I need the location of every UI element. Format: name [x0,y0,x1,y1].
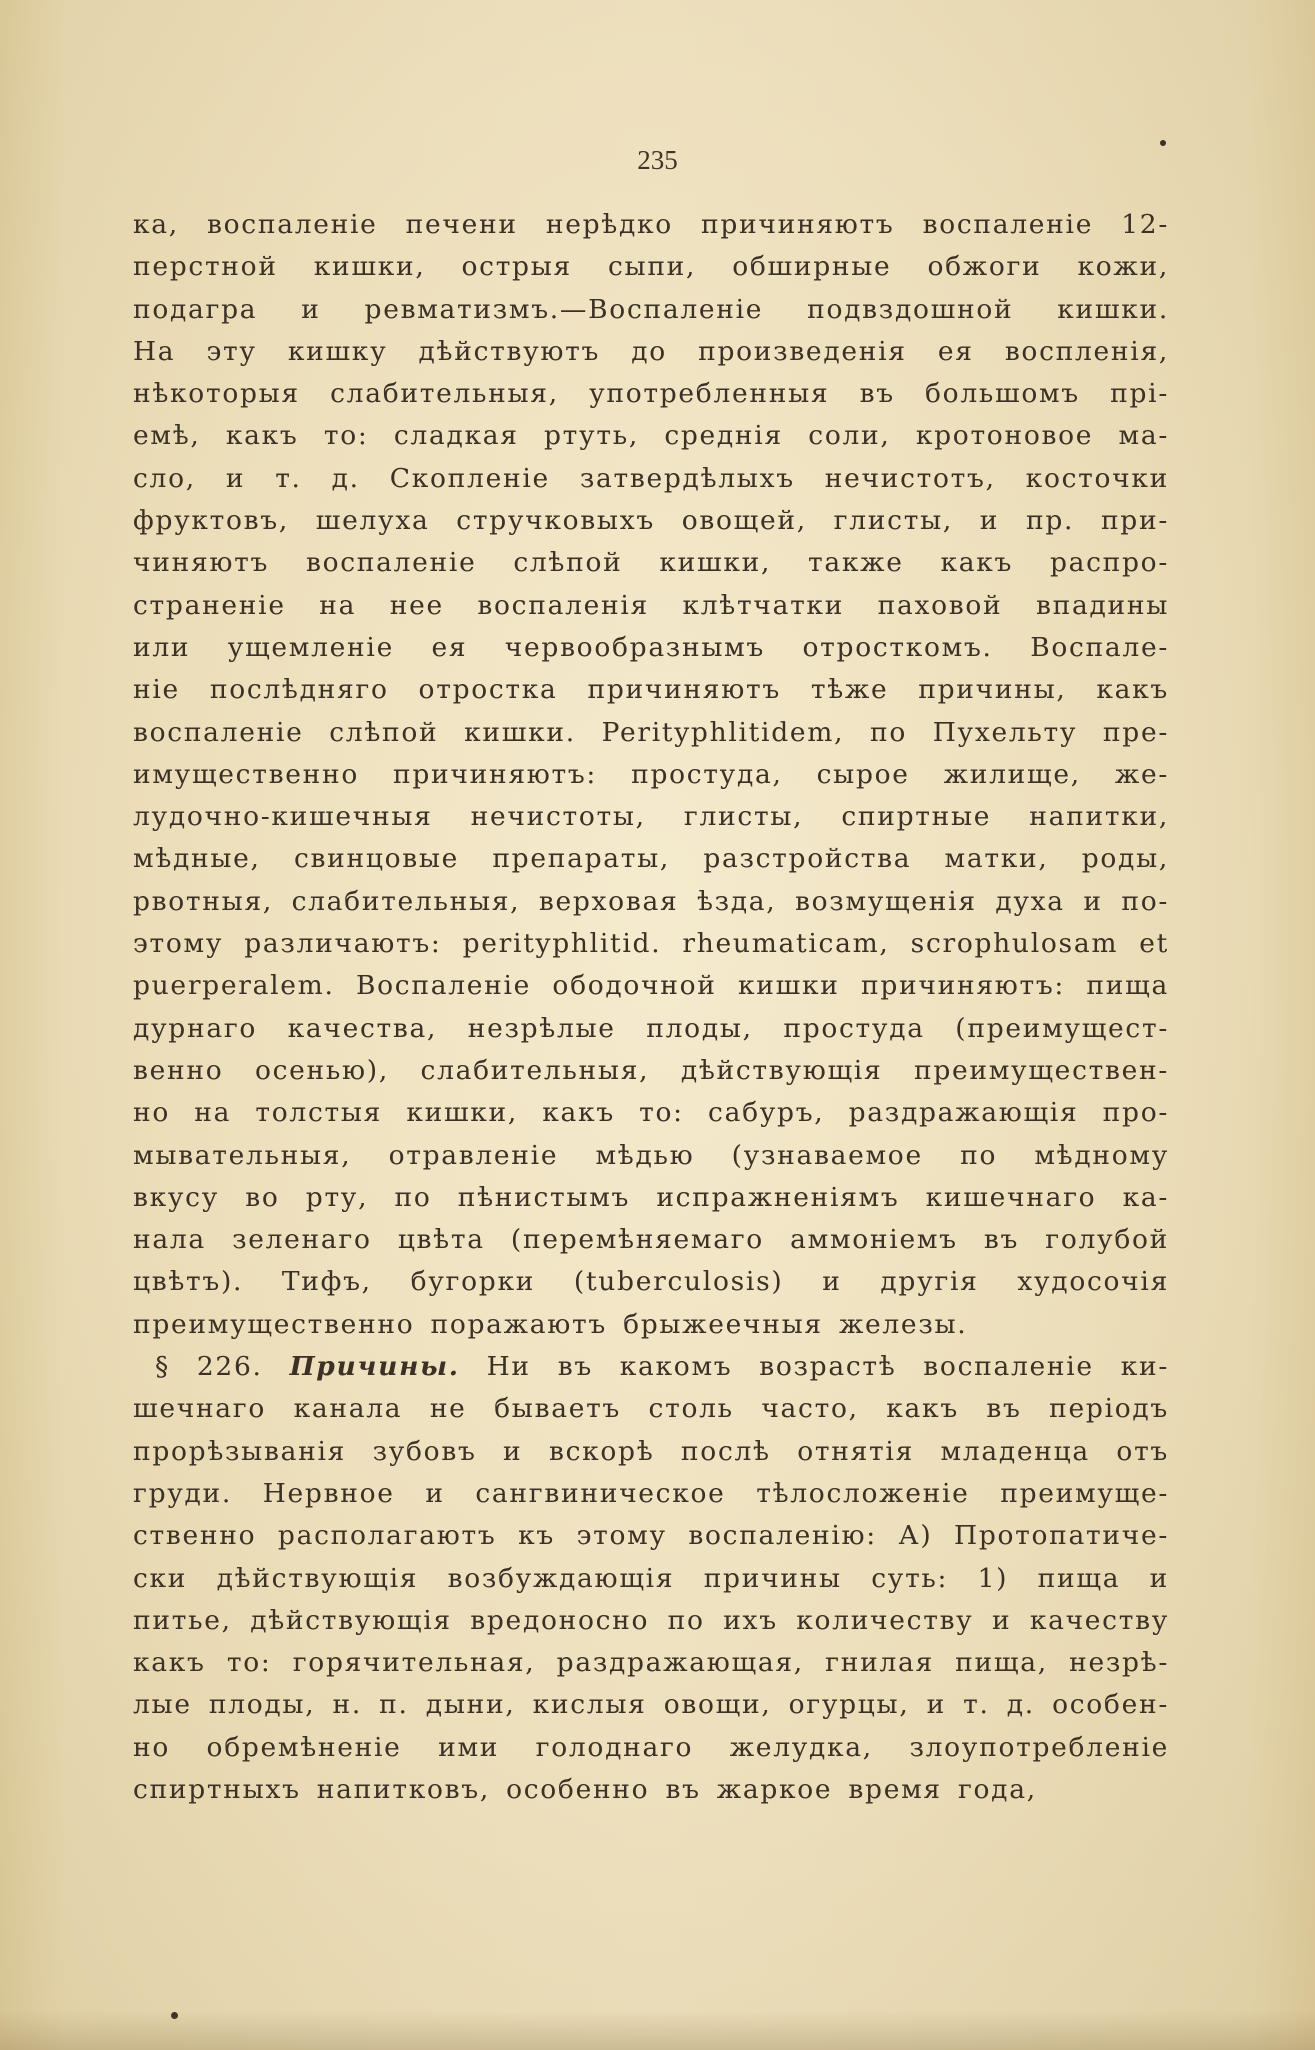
section-body-lines [133,1388,1169,1811]
text-line: вкусу во рту, по пѣнистымъ испражненіямъ кишечнаго ка- [133,1181,1169,1213]
text-line: лудочно-кишечныя нечистоты, глисты, спиртные напитки, [133,801,1169,833]
text-line: преимущественно поражаютъ брыжеечныя железы. [133,1308,968,1340]
section-first-line [133,1346,1169,1388]
text-line: питье, дѣйствующія вредоносно по ихъ количеству и качеству [133,1604,1169,1636]
text-line: подагра и ревматизмъ.—Воспаленіе подвздошной кишки. [133,293,1169,325]
section-heading: Причины. [289,1351,460,1383]
text-line: дурнаго качества, незрѣлые плоды, простуда (преимущест- [133,1012,1169,1044]
text-line: шечнаго канала не бываетъ столь часто, какъ въ періодъ [133,1393,1169,1425]
section-number: § 226. [155,1351,263,1383]
text-line: рвотныя, слабительныя, верховая ѣзда, возмущенія духа и по- [133,885,1169,917]
text-line: венно осенью), слабительныя, дѣйствующія преимуществен- [133,1054,1169,1086]
text-line: нала зеленаго цвѣта (перемѣняемаго аммоніемъ въ голубой [133,1224,1169,1256]
text-line: На эту кишку дѣйствуютъ до произведенія ея воспленія, [133,335,1169,367]
text-line: но обремѣненіе ими голоднаго желудка, злоупотребленіе [133,1731,1169,1763]
section-first-line-text: Ни въ какомъ возрастѣ воспаленіе ки- [486,1351,1169,1383]
text-line: ственно располагаютъ къ этому воспаленію: А) Протопатиче- [133,1520,1169,1552]
text-line: страненіе на нее воспаленія клѣтчатки паховой впадины [133,589,1169,621]
text-line: но на толстыя кишки, какъ то: сабуръ, раздражающія про- [133,1097,1169,1129]
text-line: мѣдные, свинцовые препараты, разстройства матки, роды, [133,843,1169,875]
text-line: имущественно причиняютъ: простуда, сырое жилище, же- [133,758,1169,790]
text-line: воспаленіе слѣпой кишки. Perityphlitidem, по Пухельту пре- [133,716,1169,748]
paragraph-causes-continued [133,204,1169,1346]
text-line: чиняютъ воспаленіе слѣпой кишки, также какъ распро- [133,547,1169,579]
text-line: мывательныя, отравленіе мѣдью (узнаваемое по мѣдному [133,1139,1169,1171]
text-line: этому различаютъ: perityphlitid. rheumaticam, scrophulosam et [133,928,1169,960]
text-line: ски дѣйствующія возбуждающія причины суть: 1) пища и [133,1562,1169,1594]
text-line: сло, и т. д. Скопленіе затвердѣлыхъ нечистотъ, косточки [133,462,1169,494]
text-line: или ущемленіе ея червообразнымъ отросткомъ. Воспале- [133,631,1169,663]
text-line: перстной кишки, острыя сыпи, обширные обжоги кожи, [133,251,1169,283]
page-number: 235 [637,145,678,175]
text-line: ка, воспаленіе печени нерѣдко причиняютъ воспаленіе 12- [133,209,1169,240]
text-line: спиртныхъ напитковъ, особенно въ жаркое время года, [133,1773,1037,1805]
text-line: нѣкоторыя слабительныя, употребленныя въ большомъ прі- [133,378,1169,410]
text-line: фруктовъ, шелуха стручковыхъ овощей, глисты, и пр. при- [133,505,1169,537]
text-line: груди. Нервное и сангвиническое тѣлосложеніе преимуще- [133,1477,1169,1509]
page-body [133,204,1169,1811]
text-line: какъ то: горячительная, раздражающая, гнилая пища, незрѣ- [133,1647,1169,1679]
ink-speck [171,2012,178,2019]
text-line: лые плоды, н. п. дыни, кислыя овощи, огурцы, и т. д. особен- [133,1689,1169,1721]
text-line: прорѣзыванія зубовъ и вскорѣ послѣ отнятія младенца отъ [133,1435,1169,1467]
text-line: цвѣтъ). Тифъ, бугорки (tuberculosis) и другія худосочія [133,1266,1169,1298]
text-line: ніе послѣдняго отростка причиняютъ тѣже причины, какъ [133,674,1169,706]
paragraph-section-226 [133,1346,1169,1811]
text-line: емѣ, какъ то: сладкая ртуть, среднія соли, кротоновое ма- [133,420,1169,452]
text-line: puerperalem. Воспаленіе ободочной кишки причиняютъ: пища [133,970,1169,1002]
